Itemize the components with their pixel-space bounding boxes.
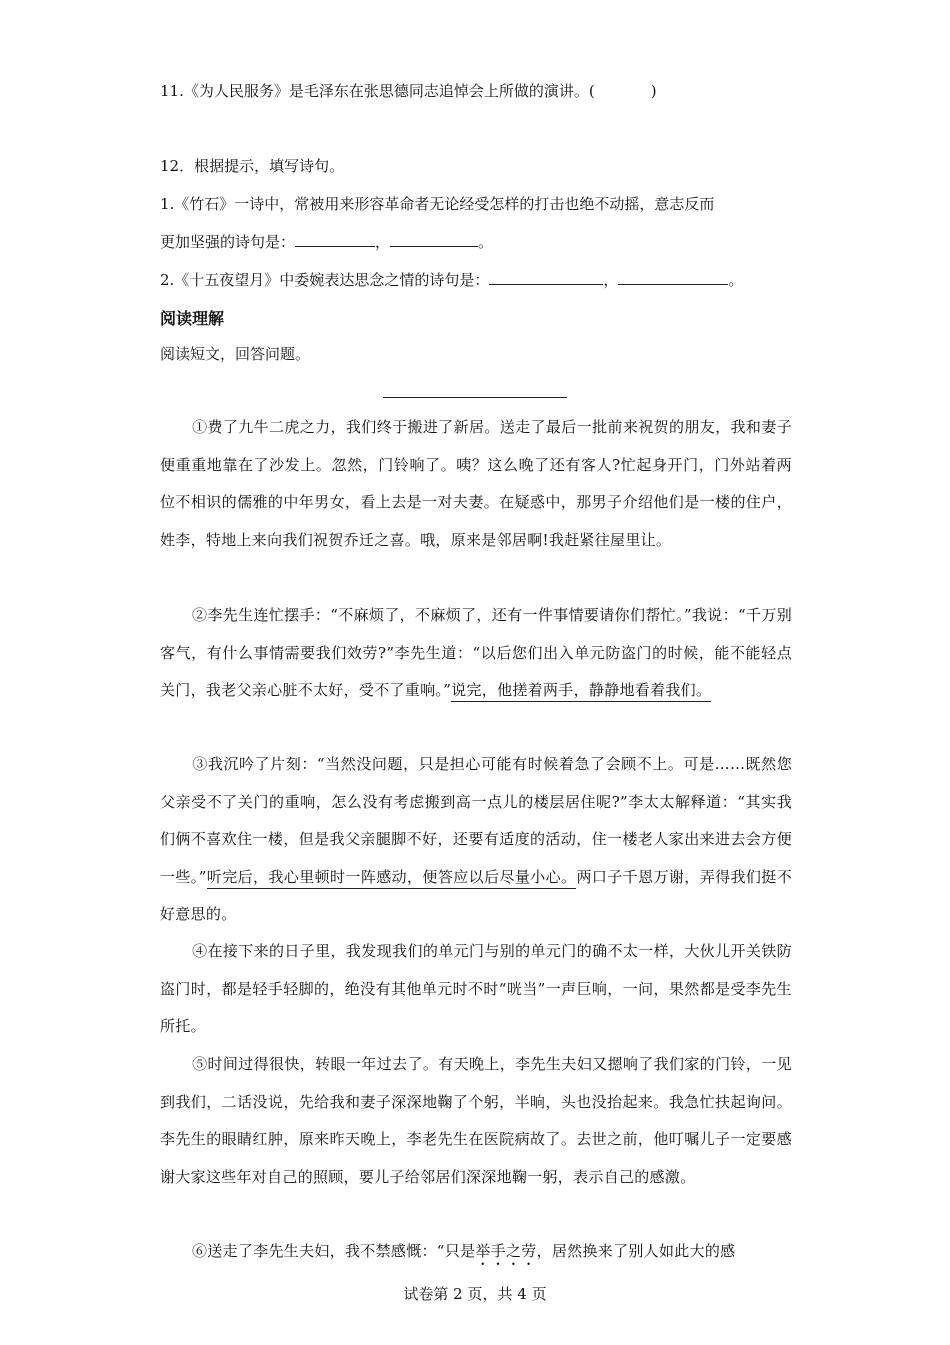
paragraph-3-underlined-sentence: 听完后，我心里顿时一阵感动，便答应以后尽量小心。 xyxy=(207,868,577,889)
section-instruction: 阅读短文，回答问题。 xyxy=(160,345,311,363)
question-12-item2 xyxy=(160,270,800,290)
passage-paragraph-6 xyxy=(160,1233,792,1271)
blank-end: 。 xyxy=(478,233,494,251)
title-blank-line xyxy=(383,397,567,398)
paragraph-5-text: ⑤时间过得很快，转眼一年过去了。有天晚上，李先生夫妇又摁响了我们家的门铃，一见到我们，二话没说，先给我和妻子深深地鞠了个躬，半晌，头也没抬起来。我急忙扶起询问。李先生的眼睛红肿，原来昨天晚上，李老先生在医院病故了。去世之前，他叮嘱儿子一定要感谢大家这些年对自己的照顾，要儿子给邻居们深深地鞠一躬，表示自己的感激。 xyxy=(160,1055,792,1186)
passage-paragraph-1 xyxy=(160,409,792,559)
passage-paragraph-4 xyxy=(160,933,792,1046)
question-11-close: ) xyxy=(650,82,657,100)
passage-paragraph-5 xyxy=(160,1046,792,1196)
item1-prompt: 更加坚强的诗句是： xyxy=(160,233,296,251)
question-11-text: 11.《为人民服务》是毛泽东在张思德同志追悼会上所做的演讲。( xyxy=(160,82,595,100)
question-12-item1-line2 xyxy=(160,232,800,252)
blank-end-2: 。 xyxy=(728,271,744,289)
question-12-title: 12．根据提示，填写诗句。 xyxy=(160,157,345,175)
paragraph-6-text: ⑥送走了李先生夫妇，我不禁感慨：“只是 xyxy=(192,1242,476,1260)
blank-3[interactable] xyxy=(489,270,603,285)
blank-1[interactable] xyxy=(295,232,375,247)
question-12-item1-line1: 1.《竹石》一诗中，常被用来形容革命者无论经受怎样的打击也绝不动摇，意志反而 xyxy=(160,195,715,213)
paragraph-4-text: ④在接下来的日子里，我发现我们的单元门与别的单元门的确不太一样，大伙儿开关铁防盗门时，都是轻手轻脚的，绝没有其他单元时不时“咣当”一声巨响，一问，果然都是受李先生所托。 xyxy=(160,942,792,1036)
item2-prompt: 2.《十五夜望月》中委婉表达思念之情的诗句是： xyxy=(160,271,490,289)
paragraph-6-tail: ，居然换来了别人如此大的感 xyxy=(536,1242,736,1260)
blank-2[interactable] xyxy=(390,232,478,247)
question-11 xyxy=(160,81,800,101)
blank-separator: ， xyxy=(375,233,391,251)
paragraph-3-tail: 两口子千恩万谢，弄得我们挺不好意思的。 xyxy=(160,867,793,924)
page-footer: 试卷第 2 页，共 4 页 xyxy=(403,1285,547,1303)
dotted-phrase: 举手之劳 xyxy=(475,1242,537,1260)
paragraph-1-text: ①费了九牛二虎之力，我们终于搬进了新居。送走了最后一批前来祝贺的朋友，我和妻子便重重地靠在了沙发上。忽然，门铃响了。咦？这么晚了还有客人?忙起身开门，门外站着两位不相识的儒雅的中年男女，看上去是一对夫妻。在疑惑中，那男子介绍他们是一楼的住户，姓李，特地上来向我们祝贺乔迁之喜。哦，原来是邻居啊!我赶紧往屋里让。 xyxy=(160,418,792,549)
paragraph-3-text: ③我沉吟了片刻：“当然没问题，只是担心可能有时候着急了会顾不上。可是……既然您父亲受不了关门的重响，怎么没有考虑搬到高一点儿的楼层居住呢?”李太太解释道：“其实我们俩不喜欢住一楼，但是我父亲腿脚不好，还要有适度的活动，住一楼老人家出来进去会方便一些。” xyxy=(160,755,792,886)
passage-paragraph-3 xyxy=(160,746,792,934)
paragraph-2-underlined-sentence: 说完，他搓着两手，静静地看着我们。 xyxy=(451,681,711,702)
blank-separator-2: ， xyxy=(603,271,619,289)
paragraph-2-text: ②李先生连忙摆手：“不麻烦了，不麻烦了，还有一件事情要请你们帮忙。”我说：“千万别客气，有什么事情需要我们效劳?”李先生道：“以后您们出入单元防盗门的时候，能不能轻点关门，我老父亲心脏不太好，受不了重响。” xyxy=(160,606,792,700)
passage-paragraph-2 xyxy=(160,597,792,710)
blank-4[interactable] xyxy=(618,270,728,285)
section-heading: 阅读理解 xyxy=(160,309,225,328)
